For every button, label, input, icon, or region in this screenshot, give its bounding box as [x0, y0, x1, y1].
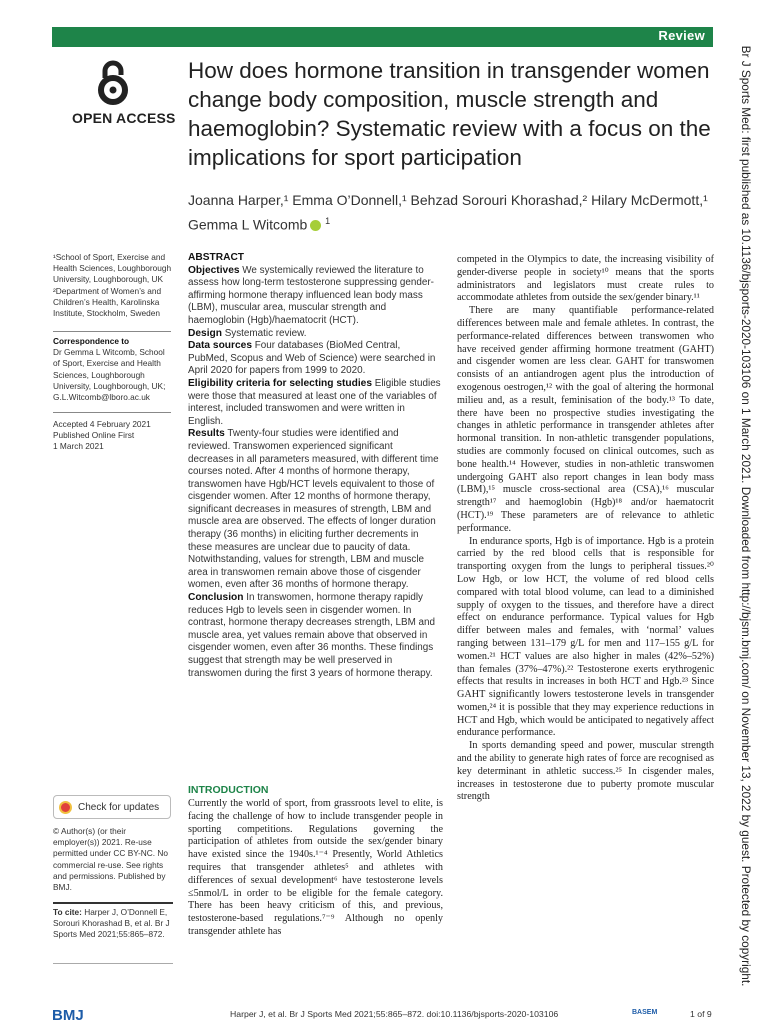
author-list [188, 190, 718, 236]
introduction-col1 [188, 798, 443, 939]
open-access-icon [96, 58, 130, 106]
abstract-data-sources [188, 340, 441, 378]
basem-logo: BASEM [632, 1009, 658, 1016]
cite-label: To cite: [53, 907, 82, 917]
abstract-label: Data sources [188, 340, 252, 352]
article-dates [53, 419, 173, 453]
abstract-label: Objectives [188, 264, 240, 276]
section-label: Review [658, 28, 705, 43]
abstract-design [188, 328, 441, 341]
vertical-note-text: Br J Sports Med: first published as 10.1136/bjsports-2020-103106 on 1 March 2021. Downloaded from http://bjsm.bmj.com/ on November 13, 2022 by guest. Protected by copyright. [739, 45, 753, 987]
cite-text: Harper J, O’Donnell E, Sorouri Khorashad B, et al. Br J Sports Med 2021;55:865–872. [53, 907, 170, 940]
body-paragraph: In sports demanding speed and power, muscular strength and the ability to generate high rates of force are recognised as key determinant in athletic success.²⁵ In cisgender males, increases in testosterone due to puberty promote muscular strength [457, 740, 714, 803]
date-published-label: Published Online First [53, 430, 135, 441]
abstract-label: Eligibility criteria for selecting studies [188, 377, 372, 389]
introduction-col2 [457, 254, 714, 804]
footer-citation: Harper J, et al. Br J Sports Med 2021;55:865–872. doi:10.1136/bjsports-2020-103106 [230, 1009, 559, 1019]
check-updates-label: Check for updates [78, 801, 160, 813]
cite-box [53, 902, 173, 964]
body-paragraph: There are many quantifiable performance-related differences between male and female athletes. In contrast, the performance-related differences between transwomen who have received gender affirming hormone treatment (GAHT) and cisgender women are less clear. GAHT for transwomen consists of an antiandrogen agent plus the introduction of exogenous oestrogen,¹² with the goal of altering the hormonal milieu and, as a result, feminisation of the body.¹³ To date, there have been no prospective studies investigating the changes in athletic performance in transgender athletes after hormonal transition. In non-athletic transgender populations, studies are commonly focused on clinical outcomes, such as bone health.¹⁴ However, studies in non-athletic transwomen undergoing GAHT also report changes in lean body mass (LBM),¹⁵ muscle cross-sectional area (CSA),¹⁶ muscular strength¹⁷ and haemoglobin (Hgb)¹⁸ and/or haematocrit (HCT).¹⁹ These parameters are of relevance to athletic performance. [457, 305, 714, 534]
open-access-label: OPEN ACCESS [72, 110, 176, 126]
authors-line-2 [188, 211, 718, 236]
body-paragraph: competed in the Olympics to date, the increasing visibility of gender-diverse people in society¹⁰ means that the sports administrators and legislators must create rules to accommodate athletes from outside the sex/gender binary.¹¹ [457, 254, 714, 304]
bmj-logo: BMJ [52, 1007, 84, 1024]
author-last-sup: 1 [325, 216, 331, 226]
abstract-eligibility [188, 378, 441, 428]
article-title: How does hormone transition in transgender women change body composition, muscle strength and haemoglobin? Systematic review with a focus on the implications for sport participation [188, 58, 711, 170]
orcid-icon[interactable] [310, 220, 321, 231]
abstract-heading: ABSTRACT [188, 252, 245, 263]
abstract-label: Design [188, 327, 222, 339]
body-paragraph: Currently the world of sport, from grassroots level to elite, is facing the challenge of how to include transgender people in sporting competitions. Regulations governing the participation of athletes from outside the sex/gender binary have existed since the 1940s.¹⁻⁴ Presently, World Athletics requires that transgender athletes⁵ and athletes with differences of sexual development⁶ have testosterone levels ≤5nmol/L in order to be eligible for the female category. There has been heavy criticism of this, and previous, testosterone-based regulations.⁷⁻⁹ Although no openly transgender athlete has [188, 798, 443, 937]
introduction-heading: INTRODUCTION [188, 784, 269, 796]
affiliations: ¹School of Sport, Exercise and Health Sciences, Loughborough University, Loughborough, UK ²Department of Women’s and Children’s Health, Karolinska Institute, Stockholm, Sweden [53, 252, 172, 319]
divider [53, 331, 171, 332]
check-updates-button[interactable] [53, 795, 171, 819]
date-published: 1 March 2021 [53, 441, 104, 452]
license-text: © Author(s) (or their employer(s)) 2021. Re-use permitted under CC BY-NC. No commercial re-use. See rights and permissions. Published by BMJ. [53, 826, 168, 893]
vertical-copyright-note [737, 46, 755, 986]
abstract-label: Conclusion [188, 592, 244, 604]
abstract-text: In transwomen, hormone therapy rapidly reduces Hgb to levels seen in cisgender women. In contrast, hormone therapy decreases strength, LBM and muscle area, yet values remain above that observed in cisgender women, even after 36 months. These findings suggest that strength may be well preserved in transwomen during the first 3 years of hormone therapy. [188, 592, 436, 679]
abstract-text: Eligible studies were those that measured at least one of the variables of interest, included transwomen and were written in English. [188, 377, 441, 427]
body-paragraph: In endurance sports, Hgb is of importance. Hgb is a protein carried by the red blood cells that is responsible for transporting oxygen from the lungs to peripheral tissues.²⁰ Low Hgb, or low HCT, the volume of red blood cells compared with total blood volume, can lead to a diminished supply of oxygen to the tissues, and therefore have a direct effect on endurance performance. Typical values for Hgb differ between males and females, with ‘normal’ values ranging between 131–179 g/L for men and 117–155 g/L for women.²¹ HCT values are also higher in males (42%–52%) than females (37%–47%).²² Testosterone exerts erythrogenic effects that results in increases in both HCT and Hgb.²³ Since GAHT significantly lowers testosterone levels in transgender women,²⁴ it is possible that they may experience reductions in HCT and Hgb, which would be anticipated to negatively affect endurance performance. [457, 535, 714, 739]
abstract-text: We systemically reviewed the literature to assess how long-term testosterone suppressing gender-affirming hormone therapy influenced lean body mass (LBM), muscular area, muscular strength and haemoglobin (Hgb)/haematocrit (HCT). [188, 264, 434, 326]
correspondence [53, 336, 173, 403]
correspondence-text: Dr Gemma L Witcomb, School of Sport, Exercise and Health Sciences, Loughborough University, Loughborough, UK; G.L.Witcomb@lboro.ac.uk [53, 347, 166, 403]
date-accepted: Accepted 4 February 2021 [53, 419, 151, 429]
abstract-text: Twenty-four studies were identified and reviewed. Transwomen experienced significant decreases in all parameters measured, with different time courses noted. After 4 months of hormone therapy, transwomen have Hgb/HCT levels equivalent to those of cisgender women. After 12 months of hormone therapy, significant decreases in measures of strength, LBM and muscle area are observed. The effects of longer duration therapy (36 months) in eliciting further decrements in these measures are unclear due to paucity of data. Notwithstanding, values for strength, LBM and muscle area in transwomen remain above those of cisgender women, even after 36 months of hormone therapy. [188, 428, 439, 591]
authors-line-1: Joanna Harper,¹ Emma O’Donnell,¹ Behzad Sorouri Khorashad,² Hilary McDermott,¹ [188, 192, 708, 208]
page-number: 1 of 9 [690, 1009, 712, 1019]
divider [53, 412, 171, 413]
section-bar [52, 27, 713, 47]
abstract-label: Results [188, 428, 225, 440]
abstract [188, 252, 441, 680]
correspondence-heading: Correspondence to [53, 336, 130, 346]
check-updates-icon [59, 801, 72, 814]
abstract-conclusion [188, 592, 441, 680]
abstract-objectives [188, 265, 441, 328]
abstract-results [188, 428, 441, 592]
author-last: Gemma L Witcomb [188, 216, 308, 233]
abstract-text: Systematic review. [224, 327, 307, 339]
abstract-text: Four databases (BioMed Central, PubMed, Scopus and Web of Science) were searched in April 2020 for papers from 1999 to 2020. [188, 340, 436, 377]
